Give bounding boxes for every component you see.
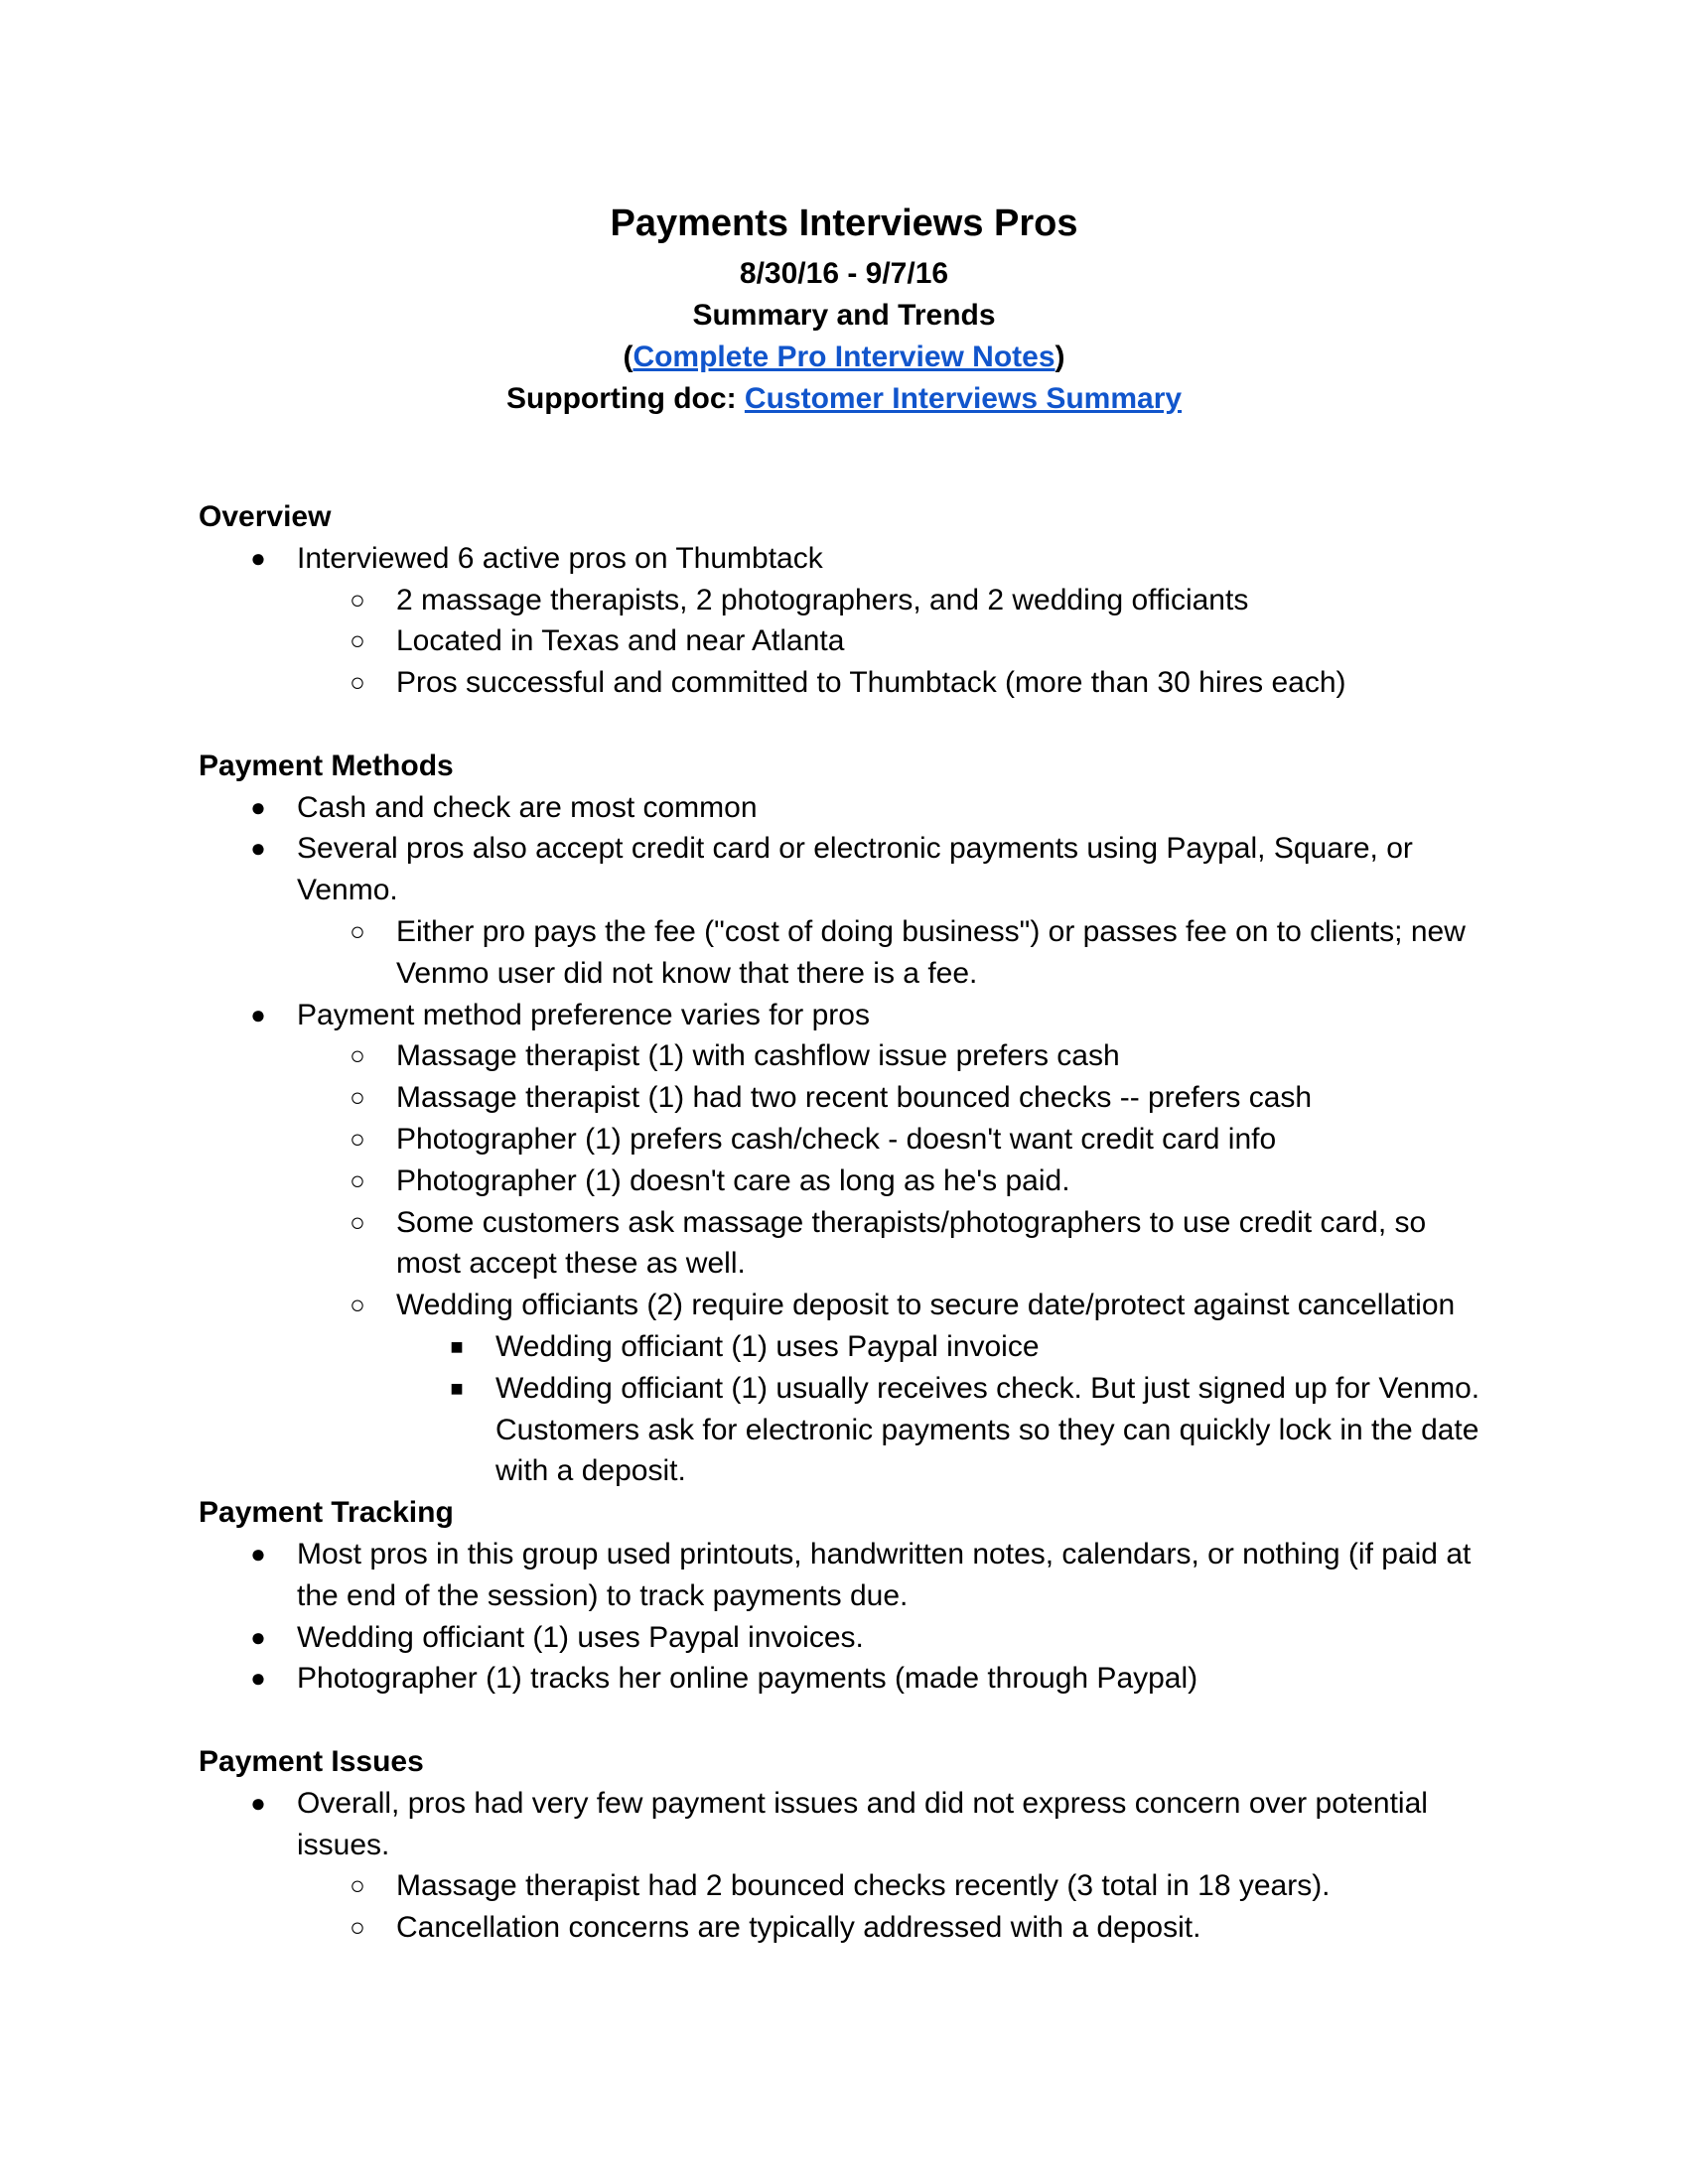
open-paren: (	[623, 341, 633, 373]
list-item-text: Photographer (1) doesn't care as long as he's paid.	[396, 1163, 1070, 1197]
list-item	[199, 538, 1489, 580]
list-item	[199, 787, 1489, 829]
hollow-bullet-icon: ○	[350, 1040, 365, 1071]
list-item	[199, 1285, 1489, 1326]
hollow-bullet-icon: ○	[350, 1870, 365, 1901]
bullet-icon: ●	[250, 1538, 266, 1569]
list-item-text: Photographer (1) tracks her online payments (made through Paypal)	[297, 1662, 1198, 1696]
section-spacer	[199, 1700, 1489, 1741]
list-item	[199, 995, 1489, 1036]
section-spacer	[199, 704, 1489, 746]
complete-pro-interview-notes-link[interactable]: Complete Pro Interview Notes	[633, 341, 1055, 373]
payment-tracking-heading: Payment Tracking	[199, 1496, 454, 1530]
supporting-doc-label: Supporting doc:	[505, 382, 745, 415]
square-bullet-icon: ■	[450, 1333, 464, 1359]
list-item	[199, 1326, 1489, 1368]
list-item-text: Wedding officiant (1) uses Paypal invoices.	[297, 1620, 864, 1654]
bullet-icon: ●	[250, 833, 266, 864]
list-item	[199, 1907, 1489, 1949]
list-item-text: Cash and check are most common	[297, 790, 758, 824]
payment-methods-list	[199, 787, 1489, 1493]
list-item-text: Pros successful and committed to Thumbtack (more than 30 hires each)	[396, 666, 1346, 700]
list-item-text: Cancellation concerns are typically addressed with a deposit.	[396, 1911, 1201, 1945]
list-item-text: Wedding officiants (2) require deposit to secure date/protect against cancellation	[396, 1289, 1456, 1322]
list-item	[199, 662, 1489, 704]
list-item	[199, 911, 1489, 995]
payment-issues-section	[199, 1741, 1489, 1949]
list-item	[199, 1783, 1489, 1866]
list-item-text: Wedding officiant (1) uses Paypal invoice	[495, 1329, 1040, 1363]
list-item-text: Massage therapist (1) had two recent bounced checks -- prefers cash	[396, 1081, 1313, 1115]
list-item-text: Wedding officiant (1) usually receives check. But just signed up for Venmo. Customers ask for electronic payments so they can quickly lock in the date with a deposit.	[495, 1371, 1480, 1488]
list-item	[199, 1534, 1489, 1617]
list-item-text: Photographer (1) prefers cash/check - doesn't want credit card info	[396, 1122, 1277, 1156]
list-item	[199, 620, 1489, 662]
list-item-text: Massage therapist (1) with cashflow issue prefers cash	[396, 1039, 1120, 1073]
notes-link-line	[0, 337, 1688, 378]
hollow-bullet-icon: ○	[350, 1206, 365, 1237]
document-subtitle: Summary and Trends	[692, 299, 996, 332]
hollow-bullet-icon: ○	[350, 667, 365, 698]
document-header	[0, 194, 1688, 420]
document-title: Payments Interviews Pros	[610, 203, 1078, 244]
list-item-text: Overall, pros had very few payment issues and did not express concern over potential issues.	[297, 1786, 1428, 1861]
hollow-bullet-icon: ○	[350, 1290, 365, 1320]
bullet-icon: ●	[250, 1621, 266, 1652]
overview-heading: Overview	[199, 500, 332, 533]
payment-tracking-section	[199, 1492, 1489, 1700]
payment-issues-heading: Payment Issues	[199, 1744, 424, 1778]
list-item	[199, 1077, 1489, 1119]
bullet-icon: ●	[250, 1663, 266, 1694]
list-item-text: Either pro pays the fee ("cost of doing business") or passes fee on to clients; new Venmo user did not know that there is a fee.	[396, 914, 1466, 990]
list-item	[199, 1160, 1489, 1202]
list-item	[199, 1368, 1489, 1492]
list-item-text: Located in Texas and near Atlanta	[396, 624, 845, 658]
list-item-text: Most pros in this group used printouts, handwritten notes, calendars, or nothing (if paid at the end of the session) to track payments due.	[297, 1537, 1472, 1612]
close-paren: )	[1055, 341, 1065, 373]
hollow-bullet-icon: ○	[350, 1912, 365, 1943]
payment-tracking-list	[199, 1534, 1489, 1700]
date-range: 8/30/16 - 9/7/16	[739, 257, 949, 290]
bullet-icon: ●	[250, 791, 266, 822]
list-item-text: Payment method preference varies for pros	[297, 998, 870, 1031]
hollow-bullet-icon: ○	[350, 1123, 365, 1154]
customer-interviews-summary-link[interactable]: Customer Interviews Summary	[744, 382, 1183, 415]
hollow-bullet-icon: ○	[350, 915, 365, 946]
hollow-bullet-icon: ○	[350, 584, 365, 614]
list-item-text: Some customers ask massage therapists/photographers to use credit card, so most accept these as well.	[396, 1205, 1427, 1281]
hollow-bullet-icon: ○	[350, 1082, 365, 1113]
list-item	[199, 1617, 1489, 1659]
document-body	[199, 496, 1489, 1949]
list-item-text: Several pros also accept credit card or electronic payments using Paypal, Square, or Venmo.	[297, 832, 1413, 907]
list-item	[199, 580, 1489, 621]
list-item-text: 2 massage therapists, 2 photographers, and 2 wedding officiants	[396, 583, 1249, 616]
overview-section	[199, 496, 1489, 704]
list-item	[199, 1865, 1489, 1907]
square-bullet-icon: ■	[450, 1375, 464, 1401]
list-item	[199, 1658, 1489, 1700]
overview-list	[199, 538, 1489, 704]
list-item-text: Interviewed 6 active pros on Thumbtack	[297, 541, 823, 575]
list-item	[199, 1202, 1489, 1286]
payment-methods-section	[199, 746, 1489, 1492]
supporting-doc-line	[0, 378, 1688, 420]
bullet-icon: ●	[250, 1787, 266, 1818]
payment-issues-list	[199, 1783, 1489, 1949]
list-item	[199, 1035, 1489, 1077]
list-item	[199, 828, 1489, 911]
list-item-text: Massage therapist had 2 bounced checks recently (3 total in 18 years).	[396, 1869, 1331, 1903]
payment-methods-heading: Payment Methods	[199, 749, 454, 782]
list-item	[199, 1119, 1489, 1160]
bullet-icon: ●	[250, 999, 266, 1029]
bullet-icon: ●	[250, 542, 266, 573]
hollow-bullet-icon: ○	[350, 625, 365, 656]
hollow-bullet-icon: ○	[350, 1164, 365, 1195]
